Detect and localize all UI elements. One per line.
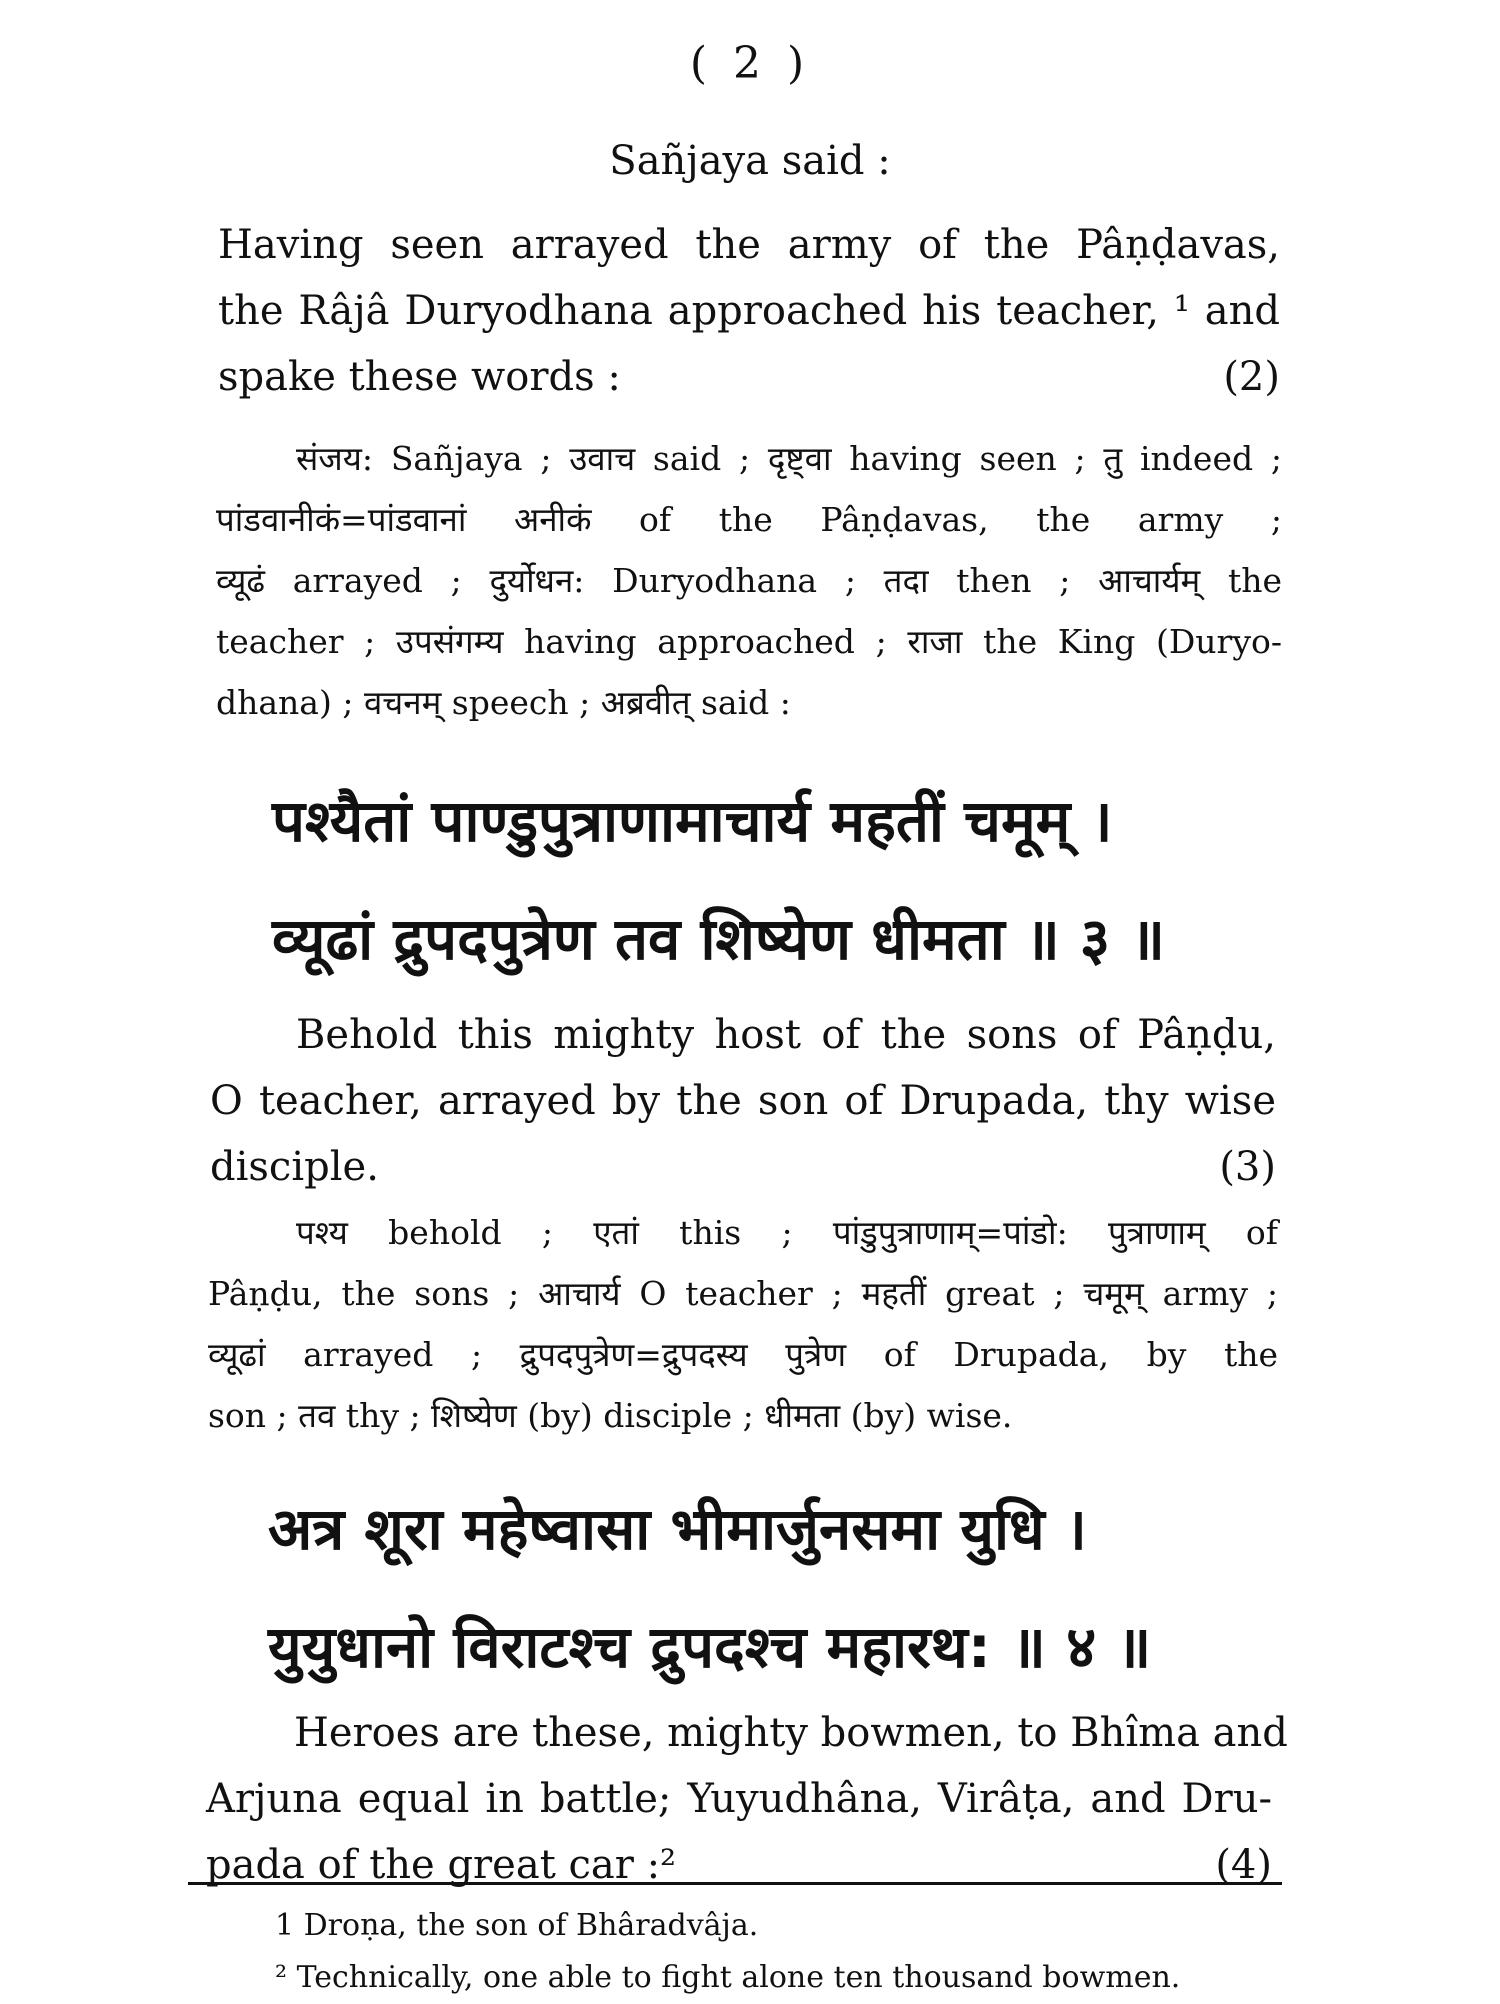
footnote-divider [188, 1882, 1282, 1885]
gloss-line: व्यूढां arrayed ; द्रुपदपुत्रेण=द्रुपदस्य पुत्रेण of Drupada, by the [208, 1335, 1278, 1374]
text-line: Having seen arrayed the army of the Pâṇḍavas, [218, 222, 1280, 268]
text-line-content: disciple. [210, 1144, 379, 1190]
gloss-line: Pâṇḍu, the sons ; आचार्य O teacher ; महतीं great ; चमूम् army ; [208, 1274, 1278, 1313]
verse-number: (3) [1219, 1144, 1276, 1190]
verse-number: (4) [1215, 1842, 1272, 1888]
page-number: ( 2 ) [689, 38, 811, 89]
verse-2-gloss [216, 428, 1282, 733]
text-line [218, 344, 1280, 410]
text-line: Heroes are these, mighty bowmen, to Bhîma and [294, 1710, 1288, 1756]
sanskrit-line: पश्यैतां पाण्डुपुत्राणामाचार्य महतीं चमूम् । [272, 787, 1113, 855]
text-line: O teacher, arrayed by the son of Drupada, thy wise [210, 1078, 1276, 1124]
speaker-heading: Sañjaya said : [609, 138, 891, 184]
text-line: Behold this mighty host of the sons of Pâṇḍu, [296, 1012, 1276, 1058]
text-line-content: spake these words : [218, 354, 621, 400]
text-line-content: pada of the great car :² [206, 1842, 677, 1888]
verse-4-translation [206, 1700, 1288, 1898]
verse-3-gloss [208, 1202, 1278, 1446]
gloss-line: son ; तव thy ; शिष्येण (by) disciple ; धीमता (by) wise. [208, 1396, 1013, 1435]
verse-2-translation [218, 212, 1280, 410]
text-line [206, 1832, 1272, 1898]
sanskrit-line: युयुधानो विराटश्च द्रुपदश्च महारथ: ॥ ४ ॥ [268, 1613, 1152, 1681]
sanskrit-line: अत्र शूरा महेष्वासा भीमार्जुनसमा युधि । [268, 1495, 1087, 1563]
sanskrit-line: व्यूढां द्रुपदपुत्रेण तव शिष्येण धीमता ॥ ३ ॥ [272, 905, 1165, 973]
gloss-line: teacher ; उपसंगम्य having approached ; राजा the King (Duryo- [216, 622, 1282, 661]
verse-number: (2) [1223, 354, 1280, 400]
verse-3-sanskrit [272, 762, 1165, 998]
gloss-line: dhana) ; वचनम् speech ; अब्रवीत् said : [216, 683, 791, 722]
gloss-line: पश्य behold ; एतां this ; पांडुपुत्राणाम्=पांडो: पुत्राणाम् of [296, 1213, 1278, 1252]
footnote: 1 Droṇa, the son of Bhâradvâja. [275, 1908, 759, 1943]
gloss-line: व्यूढं arrayed ; दुर्योधन: Duryodhana ; तदा then ; आचार्यम् the [216, 561, 1282, 600]
verse-4-sanskrit [268, 1470, 1151, 1706]
text-line [210, 1134, 1276, 1200]
footnotes [275, 1900, 1180, 2004]
text-line: Arjuna equal in battle; Yuyudhâna, Virâṭa, and Dru- [206, 1776, 1272, 1822]
text-line: the Râjâ Duryodhana approached his teacher, ¹ and [218, 288, 1280, 334]
footnote: ² Technically, one able to fight alone ten thousand bowmen. [275, 1960, 1181, 1995]
gloss-line: पांडवानीकं=पांडवानां अनीकं of the Pâṇḍavas, the army ; [216, 500, 1282, 539]
verse-3-translation [210, 1002, 1276, 1200]
gloss-line: संजय: Sañjaya ; उवाच said ; दृष्ट्वा having seen ; तु indeed ; [296, 439, 1282, 478]
